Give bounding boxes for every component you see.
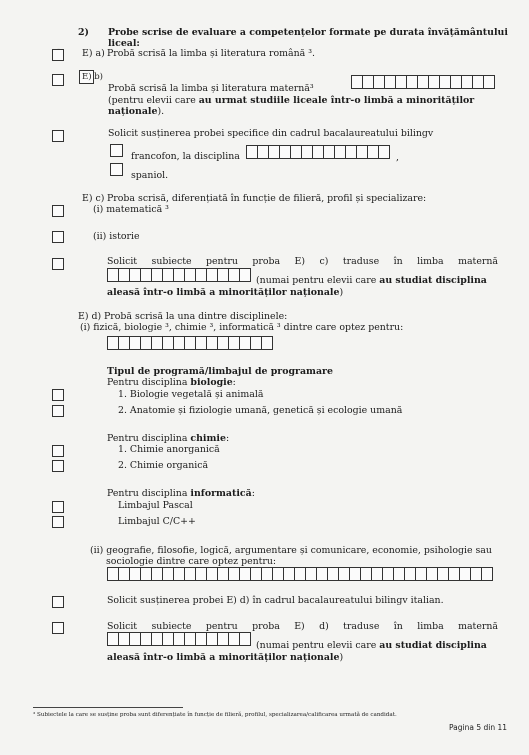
checkbox-francofon[interactable]	[110, 144, 123, 157]
ea-label: E) a)	[82, 48, 105, 59]
ed-opt2-line2: sociologie dintre care optez pentru:	[106, 556, 277, 567]
section-number: 2)	[78, 27, 89, 38]
biologie-heading: Pentru disciplina biologie:	[107, 377, 236, 388]
ed-opt1: (i) fizică, biologie ³, chimie ³, informatică ³ dintre care optez pentru:	[80, 322, 404, 333]
eb-label: E) b)	[82, 72, 103, 82]
italian-text: Solicit susținerea probei E) d) în cadrul bacalaureatului bilingv italian.	[107, 595, 444, 606]
ed-numai-line2: aleasă într-o limbă a minorităților naționale)	[107, 652, 344, 663]
checkbox-ec-matematica[interactable]	[52, 205, 64, 217]
checkbox-ec-istorie[interactable]	[52, 231, 64, 243]
francofon-comma: ,	[396, 152, 399, 163]
ec-maternal-grid[interactable]	[107, 268, 251, 282]
ec-solicit-line1: Solicit subiecte pentru proba E) c) traduse în limba maternă	[107, 256, 498, 267]
info-option-2: Limbajul C/C++	[118, 516, 196, 527]
checkbox-bilingv[interactable]	[52, 130, 64, 142]
checkbox-ea[interactable]	[52, 49, 64, 61]
info-option-1: Limbajul Pascal	[118, 500, 193, 511]
maternal-language-grid[interactable]	[351, 75, 495, 89]
francofon-discipline-grid[interactable]	[246, 145, 390, 159]
ed-solicit-line1: Solicit subiecte pentru proba E) d) traduse în limba maternă	[107, 621, 498, 632]
spaniol-text: spaniol.	[131, 170, 169, 181]
eb-line1: Probă scrisă la limba și literatura maternă³	[108, 83, 314, 94]
ec-numai-line2: aleasă într-o limbă a minorităților naționale)	[107, 287, 344, 298]
page-number: Pagina 5 din 11	[449, 723, 508, 732]
footnote-rule	[33, 707, 183, 708]
ec-text: Proba scrisă, diferențiată în funcție de filieră, profil și specializare:	[107, 193, 427, 204]
francofon-text: francofon, la disciplina	[131, 151, 240, 162]
footnote-text: ³ Subiectele la care se susține proba sunt diferențiate în funcție de filieră, profilul, specializarea/calificarea urmată de candidat.	[33, 712, 397, 718]
bilingv-text: Solicit susținerea probei specifice din cadrul bacalaureatului bilingv	[108, 128, 434, 139]
checkbox-chim2[interactable]	[52, 460, 64, 472]
chim-option-2: 2. Chimie organică	[118, 460, 209, 471]
ec-opt1: (i) matematică ³	[93, 204, 169, 215]
checkbox-eb[interactable]	[52, 74, 64, 86]
checkbox-ec-traduse[interactable]	[52, 258, 64, 270]
ea-text: Probă scrisă la limba și literatura română ³.	[107, 48, 315, 59]
ed-opt2-line1: (ii) geografie, filosofie, logică, argumentare și comunicare, economie, psihologie sau	[90, 545, 492, 556]
chim-option-1: 1. Chimie anorganică	[118, 444, 220, 455]
section-title-line2: liceal:	[108, 38, 140, 49]
ed-numai-line1: (numai pentru elevii care au studiat disciplina	[256, 640, 487, 651]
ed-discipline-grid[interactable]	[107, 336, 273, 350]
ed-maternal-grid[interactable]	[107, 632, 251, 646]
informatica-heading: Pentru disciplina informatică:	[107, 488, 255, 499]
checkbox-info2[interactable]	[52, 516, 64, 528]
ed-text: Probă scrisă la una dintre disciplinele:	[104, 311, 288, 322]
checkbox-italian[interactable]	[52, 596, 64, 608]
checkbox-chim1[interactable]	[52, 445, 64, 457]
ed-opt2-grid[interactable]	[107, 567, 493, 581]
checkbox-bio2[interactable]	[52, 405, 64, 417]
tipul-heading: Tipul de programă/limbajul de programare	[107, 366, 333, 377]
ec-opt2: (ii) istorie	[93, 231, 140, 242]
ec-numai-line1: (numai pentru elevii care au studiat disciplina	[256, 275, 487, 286]
section-title-line1: Probe scrise de evaluare a competențelor formate pe durata învățământului	[108, 27, 508, 38]
checkbox-spaniol[interactable]	[110, 163, 123, 176]
ec-label: E) c)	[82, 193, 105, 204]
checkbox-ed-traduse[interactable]	[52, 622, 64, 634]
bio-option-2: 2. Anatomie și fiziologie umană, genetică și ecologie umană	[118, 405, 403, 416]
ed-label: E) d)	[78, 311, 102, 322]
eb-line3: naționale).	[108, 106, 165, 117]
checkbox-bio1[interactable]	[52, 389, 64, 401]
checkbox-info1[interactable]	[52, 501, 64, 513]
bio-option-1: 1. Biologie vegetală și animală	[118, 389, 264, 400]
chimie-heading: Pentru disciplina chimie:	[107, 433, 230, 444]
eb-line2: (pentru elevii care au urmat studiile liceale într-o limbă a minorităților	[108, 95, 475, 106]
